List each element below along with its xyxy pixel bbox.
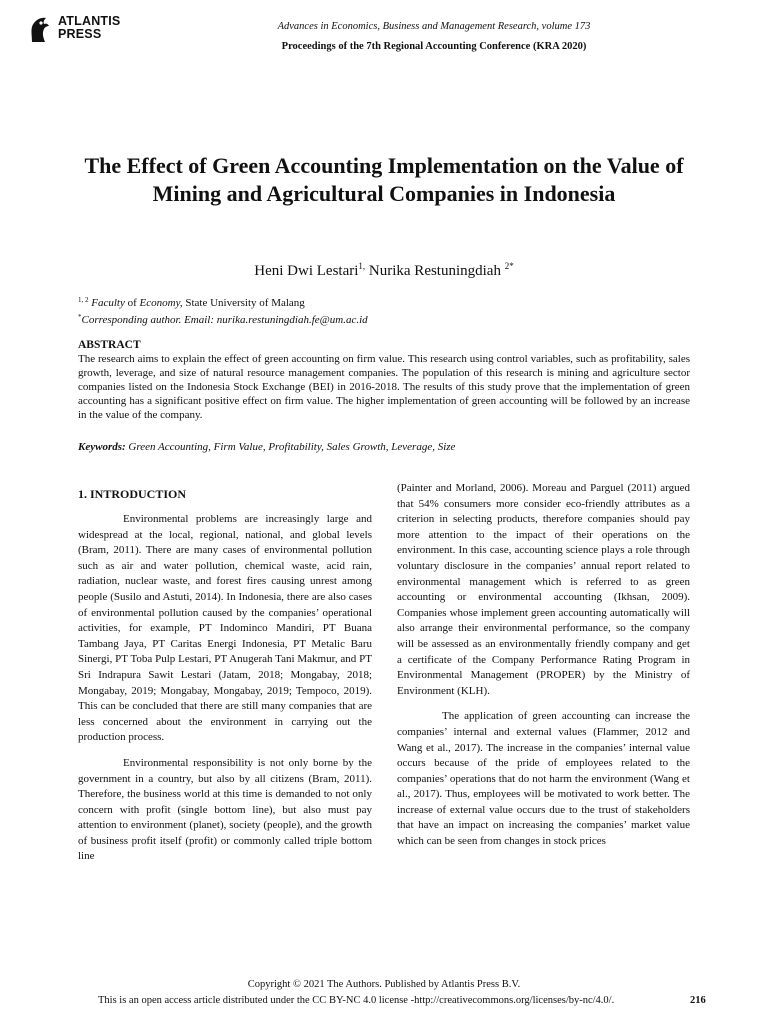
section-heading: 1. INTRODUCTION (78, 487, 187, 501)
atlantis-press-logo (28, 14, 138, 48)
footer-copyright: Copyright © 2021 The Authors. Published by Atlantis Press B.V. (247, 979, 521, 990)
corresponding-sup: * (78, 312, 82, 321)
affiliation-faculty: Faculty (91, 297, 125, 309)
paragraph-2: Environmental responsibility is not only borne by the government in a country, but also by all citizens (Bram, 2011). Therefore, the business world at this time is demanded to not only concern with profit (single bottom line), but also must pay attention to environment (planet), society (people), and the growth of business profit itself (profit) or commonly called triple bottom line (78, 756, 372, 863)
keywords-list: Green Accounting, Firm Value, Profitability, Sales Growth, Leverage, Size (125, 441, 456, 453)
paragraph-1: Environmental problems are increasingly large and widespread at the local, regional, national, and global levels (Bram, 2011). There are many cases of environmental pollution such as air and water pollution, chemical waste, acid rain, radiation, nuclear waste, and forest fires causing unrest among people (Susilo and Astuti, 2014). In Indonesia, there are also cases of environmental pollution caused by the companies’ operational activities, for example, PT Indominco Mandiri, PT Buana Tambang Jaya, PT Caritas Energi Indonesia, PT Metalic Baru Sinergi, PT Toba Pulp Lestari, PT Anugerah Tani Makmur, and PT Sri Indrapura Sawit Lestari (Jatam, 2018; Mongabay, 2018; Mongabay, 2019; Mongabay, Mongabay, 2019; Tempoco, 2019). This can be concluded that there are still many companies that are less concerned about the environment in carrying out the production process. (78, 513, 372, 744)
author-2-affil: 2* (504, 261, 514, 271)
corresponding-author: Corresponding author. Email: nurika.restuningdiah.fe@um.ac.id (81, 313, 368, 326)
keywords-line (78, 440, 690, 454)
series-title: Advances in Economics, Business and Management Research, volume 173 (277, 21, 591, 32)
affiliation-block (78, 294, 368, 327)
author-1-affil: 1, (358, 261, 366, 271)
author-2: Nurika Restuningdiah (365, 263, 505, 279)
affiliation-economy: Economy, (139, 297, 183, 309)
corresponding-line (78, 311, 368, 328)
affiliation-of: of (124, 297, 140, 309)
right-column (397, 481, 690, 860)
left-column (78, 486, 372, 875)
affiliation-university: State University of Malang (182, 297, 305, 309)
logo-wordmark (58, 15, 120, 41)
paper-title: The Effect of Green Accounting Implementation on the Value of Mining and Agricultural Companies in Indonesia (84, 153, 684, 206)
abstract-text: The research aims to explain the effect of green accounting on firm value. This research using control variables, such as profitability, sales growth, leverage, and size of natural resource management companies. The population of this research is mining and agriculture sector companies listed on the Indonesia Stock Exchange (BEI) in 2016-2018. The results of this study prove that the implementation of green accounting has a significant positive effect on firm value. The higher implementation of green accounting will be followed by an increase in the value of the company. (78, 353, 690, 421)
author-line (60, 256, 708, 281)
page-number: 216 (690, 995, 706, 1006)
logo-line-1: ATLANTIS (58, 14, 121, 28)
proceedings-title: Proceedings of the 7th Regional Accounting Conference (KRA 2020) (281, 41, 587, 52)
affiliation-sup: 1, 2 (78, 296, 89, 304)
paragraph-3: (Painter and Morland, 2006). Moreau and Parguel (2011) argued that 54% consumers more consider eco-friendly attributes as a criterion in selecting products, therefore companies should pay more attention to the impact of their operations on the environment. In this case, accounting science plays a role through voluntary disclosure in the companies’ annual report related to environmental management which is referred to as green accounting or environmental accounting (Ikhsan, 2009). Companies whose implement green accounting automatically will also arrange their environmental performance, so the company will be assessed as an environmentally friendly company and get a certificate of the Company Performance Rating Program in Environmental Management (PROPER) by the Ministry of Environment (KLH). (397, 482, 690, 697)
footer-license: This is an open access article distributed under the CC BY-NC 4.0 license -http://creativecommons.org/licenses/by-nc/4.0/. (98, 995, 615, 1006)
keywords-label: Keywords: (78, 441, 126, 453)
atlantis-logo-icon (28, 14, 52, 44)
abstract-heading: ABSTRACT (78, 339, 141, 351)
logo-line-2: PRESS (58, 27, 102, 41)
author-1: Heni Dwi Lestari (254, 263, 359, 279)
paragraph-4: The application of green accounting can increase the companies’ internal and external values (Flammer, 2012 and Wang et al., 2017). The increase in the companies’ internal value occurs because of the pride of employees related to the companies’ operations that do not harm the environment (Wang et al., 2017). Thus, employees will be motivated to work better. The increase of external value occurs due to the trust of stakeholders that have an impact on increasing the companies’ market value which can be seen from changes in stock prices (397, 710, 690, 848)
affiliation-line (78, 294, 368, 311)
